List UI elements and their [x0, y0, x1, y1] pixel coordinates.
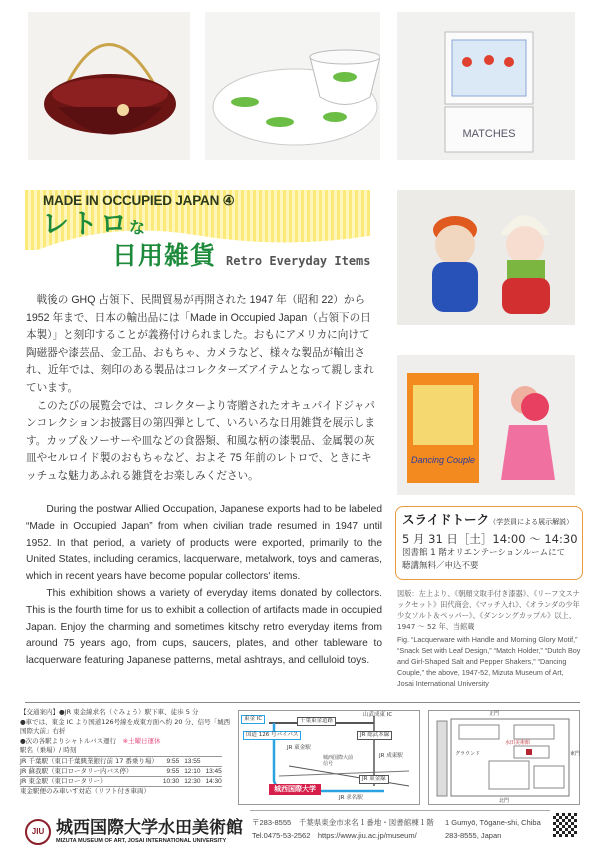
time: 12:10 [179, 766, 200, 776]
main-title-line2: 日用雑貨 [112, 241, 217, 270]
shuttle-footnote: 東金駅便のみ車いす対応（リフト付き車両） [20, 786, 150, 795]
slide-talk-date: 5 月 31 日［土］14:00 ～ 14:30 [402, 532, 578, 546]
time: 14:30 [200, 776, 221, 786]
snack-set-image [205, 12, 380, 160]
shuttle-table [20, 756, 222, 787]
time: 12:30 [179, 776, 200, 786]
shuttle-table-header: 駅名（乗場）/ 時刻 [20, 746, 77, 754]
photo-match-holder [397, 12, 575, 160]
map-label: 国道 126 号バイパス [243, 731, 301, 740]
photo-lacquer-bowl [28, 12, 190, 160]
contact-info[interactable]: Tel.0475-53-2562 https://www.jiu.ac.jp/museum/ [252, 831, 417, 840]
station: JR 蘇我駅（東口ロータリー内バス停） [20, 766, 158, 776]
table-row [20, 776, 222, 786]
campus-map [428, 710, 580, 805]
access-train: 【交通案内】●JR 東金線求名（ぐみょう）駅下車、徒歩 5 分 [20, 708, 199, 716]
body-jp-paragraph: このたびの展覧会では、コレクターより寄贈されたオキュパイドジャパンコレクションお披露目の第四弾として、いろいろな日用雑貨を展示します。カップ＆ソーサーや皿などの食器類、和風な柄の漆製品、金属製の灰皿やセルロイド製のおもちゃなど、およそ 75 年前のレトロで、ときにキッチュな魅力あふれる雑貨をお楽しみください。 [26, 399, 375, 482]
jiu-emblem: JIU [25, 819, 51, 845]
map-label: JR 東金駅 [287, 745, 311, 751]
caption-jp: 図版：左上より、《朝顔文取手付き漆器》、《リーフ文スナックセット》田代商会、《マッチ入れ》、《オランダの少年少女ソルト＆ペッパー》、《ダンシングカップル》以上、1947 ～ 52 年、当館蔵 [397, 589, 580, 631]
table-row [20, 766, 222, 776]
dancing-couple-image [397, 355, 575, 495]
body-japanese [26, 292, 378, 486]
map-label: JR 成東駅 [379, 753, 403, 759]
table-row [20, 756, 222, 766]
campus-map-drawing [429, 711, 581, 806]
station: JR 千葉駅（東口千葉興業銀行前 17 番乗り場） [20, 756, 158, 765]
shuttle-note: ※土曜日運休 [122, 736, 161, 745]
map-label: 東金 IC [241, 715, 265, 724]
map-label: JR 求名駅 [339, 795, 363, 801]
area-map [238, 710, 420, 805]
body-en-paragraph: During the postwar Allied Occupation, Japanese exports had to be labeled “Made in Occupied Japan” from when civilian trade resumed in 1947 until 1952. In that period, a variety of products were exported, primarily to the United States, including ceramics, lacquerware, metalwork, toys and cameras, which in recent years have become popular collectors' items. [26, 504, 382, 583]
main-title-kana: レトロ [42, 209, 129, 240]
campus-label: 水田美術館 [505, 740, 531, 746]
museum-name-jp: 城西国際大学水田美術館 [56, 818, 243, 838]
time [200, 756, 221, 766]
body-en-paragraph: This exhibition shows a variety of everyday items donated by collectors. This is the fourth time for us to exhibit a collection of artifacts made in occupied Japan. Enjoy the charming and sometimes kitschy retro everyday items from around 75 years ago, from cups, saucers, plates, and other tableware to lacquerware featuring Japanese patterns, metal ashtrays, and celluloid toys. [26, 587, 382, 667]
box-label: Dancing Couple [410, 455, 476, 465]
photo-salt-pepper [397, 190, 575, 325]
main-title-line1 [42, 211, 147, 242]
slide-talk-fee: 聴講無料／申込不要 [402, 561, 479, 571]
access-shuttle [20, 737, 234, 747]
address-en-line1: 1 Gumyō, Tōgane-shi, Chiba [445, 818, 541, 827]
campus-label: 東門 [570, 751, 581, 757]
campus-label: 正門 [489, 711, 500, 717]
shuttle-text: ●次の各駅よりシャトルバス運行 [20, 736, 117, 745]
slide-talk-box [395, 506, 583, 580]
address-jp [252, 816, 434, 842]
salt-pepper-image [397, 190, 575, 325]
slide-talk-subtitle: （学芸員による展示解説） [489, 518, 574, 526]
divider [25, 702, 580, 703]
english-title: Retro Everyday Items [226, 254, 371, 268]
address-en [445, 816, 541, 842]
body-english [26, 502, 382, 670]
slide-talk-title [402, 512, 576, 530]
station: JR 東金駅（東口ロータリー） [20, 776, 158, 786]
access-car: ●車では、東金 IC より国道126号線を成東方面へ約 20 分、信号「城西国際大前」右折 [20, 717, 231, 735]
qr-code-icon[interactable] [553, 813, 577, 837]
figure-caption [397, 588, 582, 689]
slide-talk-place: 図書館 1 階オリエンテーションルームにて [402, 548, 566, 558]
map-label: 城西国際大前 信号 [323, 755, 354, 767]
access-info [20, 708, 234, 796]
photo-dancing-couple [397, 355, 575, 495]
slide-talk-heading: スライドトーク [402, 512, 490, 527]
series-title: MADE IN OCCUPIED JAPAN ④ [43, 193, 235, 208]
map-university-label: 城西国際大学 [269, 784, 321, 795]
match-holder-image [397, 12, 575, 160]
time: 13:55 [179, 756, 200, 766]
matches-label: MATCHES [462, 128, 516, 140]
map-label: JR 総武本線 [357, 731, 392, 740]
time: 10:30 [158, 776, 179, 786]
map-label: 山武成東 IC [363, 712, 393, 718]
time: 13:45 [200, 766, 221, 776]
postal-address: 〒283-8555 千葉県東金市求名１番地・図書館棟１階 [252, 818, 434, 827]
museum-name-en: MIZUTA MUSEUM OF ART, JOSAI INTERNATIONAL UNIVERSITY [56, 838, 227, 844]
lacquer-bowl-image [28, 12, 190, 160]
museum-logo [25, 818, 243, 845]
address-en-line2: 283-8555, Japan [445, 831, 502, 840]
campus-label: グラウンド [455, 751, 481, 757]
time: 9:55 [158, 766, 179, 776]
time: 9:55 [158, 756, 179, 766]
campus-label: 北門 [499, 798, 510, 804]
address-divider [250, 810, 550, 811]
map-label: JR 東金線 [359, 775, 389, 784]
caption-en: Fig. “Lacquerware with Handle and Morning Glory Motif,” “Snack Set with Leaf Design,” “Match Holder,” “Dutch Boy and Girl-Shaped Salt and Pepper Shakers,” “Dancing Couple,” the above, 1947-52, Mizuta Museum of Art, Josai International University [397, 635, 581, 688]
photo-snack-set [205, 12, 380, 160]
map-label: 千葉東金道路 [297, 717, 336, 726]
main-title-na: な [129, 218, 148, 237]
body-jp-paragraph: 戦後の GHQ 占領下、民間貿易が再開された 1947 年（昭和 22）から 1952 年まで、日本の輸出品には「Made in Occupied Japan（占領下の日本製）」と刻印することが義務付けられました。おもにアメリカに向けて陶磁器や漆芸品、金工品、おもちゃ、カメラなど、様々な製品が輸出され、近年では、刻印のある製品はコレクターズアイテムとなって親しまれています。 [26, 294, 374, 394]
